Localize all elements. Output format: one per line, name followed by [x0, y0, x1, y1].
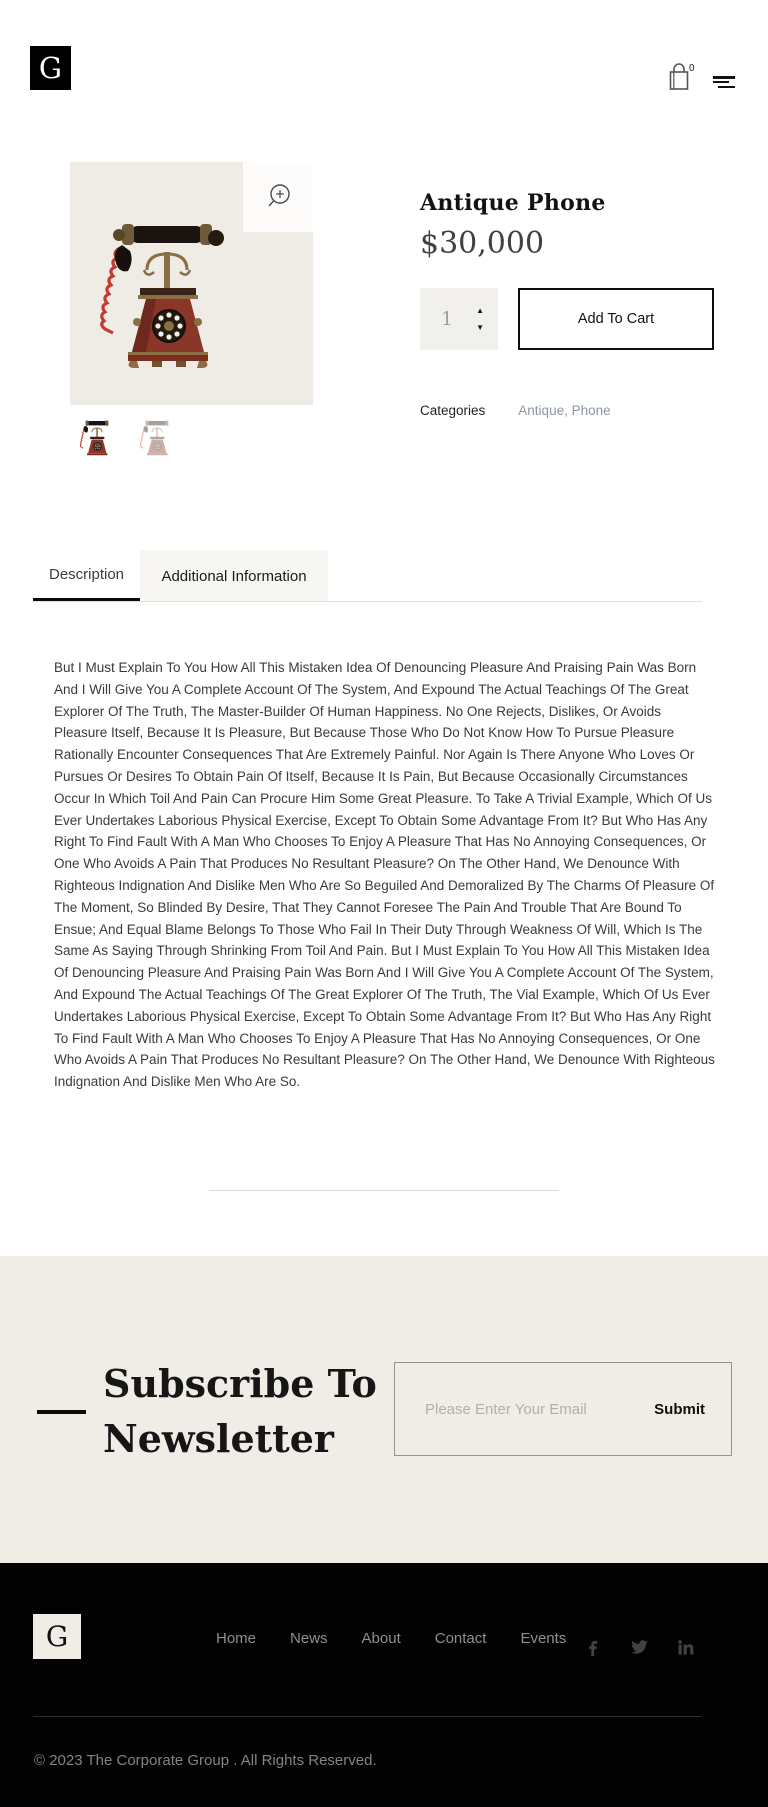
newsletter-heading-line1: Subscribe To: [103, 1361, 377, 1406]
footer-link-news[interactable]: News: [290, 1630, 328, 1647]
categories-links[interactable]: Antique, Phone: [518, 403, 611, 418]
footer-divider: [33, 1716, 702, 1717]
newsletter-heading: [103, 1356, 377, 1466]
tab-description[interactable]: Description: [33, 550, 140, 602]
twitter-icon[interactable]: [631, 1639, 648, 1656]
quantity-up-arrow-icon[interactable]: ▲: [476, 305, 484, 315]
product-price: $30,000: [420, 226, 545, 261]
site-logo[interactable]: [30, 46, 71, 90]
categories-row: [420, 403, 611, 418]
tabs-divider: [33, 601, 702, 602]
newsletter-form: [394, 1362, 732, 1456]
footer-logo[interactable]: [33, 1614, 81, 1659]
product-thumbnail-1[interactable]: [78, 414, 116, 458]
footer-link-home[interactable]: Home: [216, 1630, 257, 1647]
menu-bar: [713, 81, 729, 84]
footer: [0, 1563, 768, 1807]
magnifier-icon: [263, 182, 293, 212]
email-input[interactable]: [395, 1363, 654, 1455]
antique-phone-image: [92, 200, 242, 370]
product-tabs: [33, 550, 328, 602]
add-to-cart-button[interactable]: Add To Cart: [518, 288, 714, 350]
product-image: [70, 162, 313, 405]
footer-link-about[interactable]: About: [361, 1630, 401, 1647]
cart-button[interactable]: [668, 62, 700, 94]
footer-nav: [216, 1630, 566, 1647]
menu-icon[interactable]: [713, 76, 735, 89]
linkedin-icon[interactable]: [677, 1639, 694, 1656]
product-title: Antique Phone: [420, 190, 606, 216]
quantity-down-arrow-icon[interactable]: ▼: [476, 322, 484, 332]
cart-count-badge: 0: [689, 63, 695, 74]
submit-button[interactable]: Submit: [654, 1401, 731, 1418]
footer-link-contact[interactable]: Contact: [434, 1630, 487, 1647]
quantity-stepper[interactable]: [420, 288, 498, 350]
thumbnail-phone-image: [78, 414, 116, 458]
product-description-text: But I Must Explain To You How All This Mistaken Idea Of Denouncing Pleasure And Praising Pain Was Born And I Will Give You A Complete Account Of The System, And Expound The Actual Teachings Of The Great Explorer Of The Truth, The Master-Builder Of Human Happiness. No One Rejects, Dislikes, Or Avoids Pleasure Itself, Because It Is Pleasure, But Because Those Who Do Not Know How To Pursue Pleasure Rationally Encounter Consequences That Are Extremely Painful. Nor Again Is There Anyone Who Loves Or Pursues Or Desires To Obtain Pain Of Itself, Because It Is Pain, But Because Occasionally Circumstances Occur In Which Toil And Pain Can Procure Him Some Great Pleasure. To Take A Trivial Example, Which Of Us Ever Undertakes Laborious Physical Exercise, Except To Obtain Some Advantage From It? But Who Has Any Right To Find Fault With A Man Who Chooses To Enjoy A Pleasure That Has No Annoying Consequences, Or One Who Avoids A Pain That Produces No Resultant Pleasure? On The Other Hand, We Denounce With Righteous Indignation And Dislike Men Who Are So Beguiled And Demoralized By The Charms Of Pleasure Of The Moment, So Blinded By Desire, That They Cannot Foresee The Pain And Trouble That Are Bound To Ensue; And Equal Blame Belongs To Those Who Fail In Their Duty Through Weakness Of Will, Which Is The Same As Saying Through Shrinking From Toil And Pain. But I Must Explain To You How All This Mistaken Idea Of Denouncing Pleasure And Praising Pain Was Born And I Will Give You A Complete Account Of The System, And Expound The Actual Teachings Of The Great Explorer Of The Truth, The Vial Example, Which Of Us Ever Undertakes Laborious Physical Exercise, Except To Obtain Some Advantage From It? But Who Has Any Right To Find Fault With A Man Who Chooses To Enjoy A Pleasure That Has No Annoying Consequences, Or One Who Avoids A Pain That Produces No Resultant Pleasure? On The Other Hand, We Denounce With Righteous Indignation And Dislike Men Who Are So.: [54, 660, 715, 1090]
menu-bar: [718, 86, 735, 89]
facebook-icon[interactable]: [585, 1639, 602, 1656]
image-zoom-button[interactable]: [243, 162, 313, 232]
quantity-value[interactable]: 1: [441, 308, 454, 330]
newsletter-dash-decoration: [37, 1410, 86, 1414]
tab-additional-information[interactable]: Additional Information: [140, 550, 328, 602]
footer-social: [585, 1639, 694, 1656]
footer-link-events[interactable]: Events: [520, 1630, 567, 1647]
categories-label: Categories: [420, 403, 486, 418]
product-thumbnail-2[interactable]: [138, 414, 176, 458]
site-logo-letter: G: [38, 50, 63, 85]
menu-bar: [713, 76, 735, 79]
thumbnail-phone-image: [138, 414, 176, 458]
footer-logo-letter: G: [45, 1619, 69, 1653]
newsletter-heading-line2: Newsletter: [103, 1416, 334, 1461]
copyright-text: © 2023 The Corporate Group . All Rights Reserved.: [34, 1752, 377, 1769]
section-divider: [209, 1190, 559, 1191]
